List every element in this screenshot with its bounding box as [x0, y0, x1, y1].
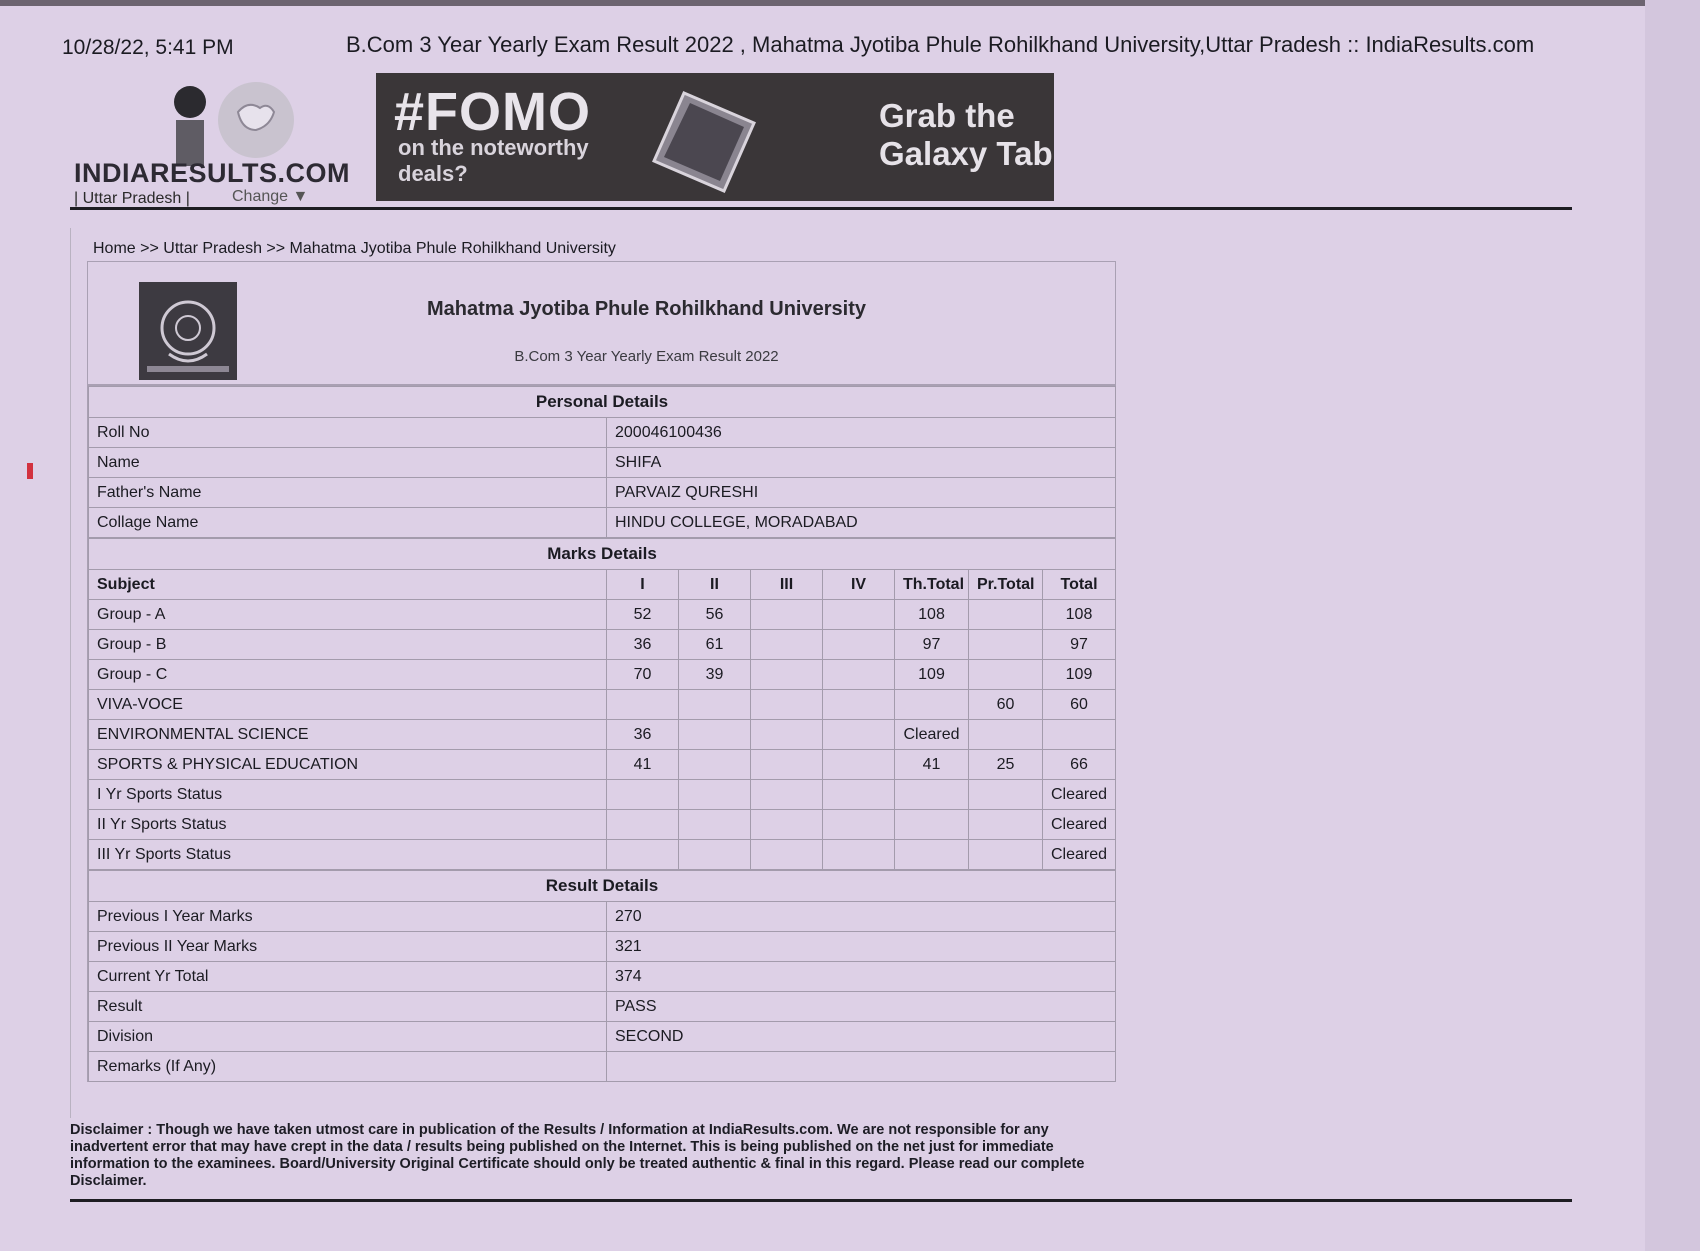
marks-cell: 61	[679, 630, 751, 660]
marks-cell	[823, 690, 895, 720]
marks-cell	[607, 810, 679, 840]
current-total-value: 374	[607, 962, 1116, 992]
marks-cell	[823, 780, 895, 810]
marks-cell	[607, 690, 679, 720]
marks-cell	[751, 660, 823, 690]
marks-cell	[969, 720, 1043, 750]
subject-cell: Group - B	[89, 630, 607, 660]
column-header: Total	[1043, 570, 1116, 600]
marks-cell	[969, 780, 1043, 810]
marks-cell	[895, 840, 969, 870]
marks-cell	[969, 660, 1043, 690]
marks-cell	[751, 810, 823, 840]
marks-cell	[607, 840, 679, 870]
marks-cell	[823, 600, 895, 630]
college-label: Collage Name	[89, 508, 607, 538]
table-row	[89, 992, 1116, 1022]
table-row	[89, 690, 1116, 720]
university-header	[88, 262, 1115, 386]
marks-cell	[679, 720, 751, 750]
column-header: I	[607, 570, 679, 600]
marks-cell	[751, 630, 823, 660]
roll-value: 200046100436	[607, 418, 1116, 448]
result-card	[87, 261, 1116, 1082]
subject-cell: II Yr Sports Status	[89, 810, 607, 840]
marks-cell	[751, 780, 823, 810]
marks-cell: 97	[1043, 630, 1116, 660]
marks-cell	[751, 720, 823, 750]
university-seal-icon	[139, 282, 237, 380]
marks-cell	[823, 810, 895, 840]
table-row	[89, 720, 1116, 750]
marks-cell: Cleared	[1043, 780, 1116, 810]
table-row	[89, 962, 1116, 992]
subject-cell: Group - A	[89, 600, 607, 630]
marks-cell: 97	[895, 630, 969, 660]
table-row	[89, 810, 1116, 840]
breadcrumb[interactable]: Home >> Uttar Pradesh >> Mahatma Jyotiba Phule Rohilkhand University	[93, 240, 616, 257]
column-header: IV	[823, 570, 895, 600]
marks-cell: 36	[607, 720, 679, 750]
marks-cell	[679, 810, 751, 840]
table-row	[89, 1022, 1116, 1052]
marks-cell: 39	[679, 660, 751, 690]
print-page-title: B.Com 3 Year Yearly Exam Result 2022 , Mahatma Jyotiba Phule Rohilkhand University,Uttar Pradesh :: IndiaResults.com	[346, 32, 1535, 57]
logo-text: INDIARESULTS.COM	[74, 158, 350, 188]
marks-cell: 108	[895, 600, 969, 630]
marks-cell	[679, 840, 751, 870]
marks-cell	[679, 780, 751, 810]
result-details-heading: Result Details	[89, 871, 1116, 902]
subject-cell: Group - C	[89, 660, 607, 690]
column-header: Pr.Total	[969, 570, 1043, 600]
marks-cell: 108	[1043, 600, 1116, 630]
marks-cell: 41	[607, 750, 679, 780]
marks-cell	[969, 600, 1043, 630]
remarks-value	[607, 1052, 1116, 1082]
personal-details-heading: Personal Details	[89, 387, 1116, 418]
marks-cell	[607, 780, 679, 810]
red-mark	[27, 463, 33, 479]
marks-cell	[679, 750, 751, 780]
subject-cell: I Yr Sports Status	[89, 780, 607, 810]
prev2-label: Previous II Year Marks	[89, 932, 607, 962]
college-value: HINDU COLLEGE, MORADABAD	[607, 508, 1116, 538]
marks-cell	[969, 810, 1043, 840]
marks-cell	[751, 690, 823, 720]
marks-cell: 70	[607, 660, 679, 690]
banner-cta: Grab the Galaxy Tab	[879, 97, 1053, 172]
marks-cell	[895, 780, 969, 810]
prev1-label: Previous I Year Marks	[89, 902, 607, 932]
marks-cell: 52	[607, 600, 679, 630]
exam-title: B.Com 3 Year Yearly Exam Result 2022	[514, 348, 779, 365]
marks-details-table	[88, 538, 1116, 870]
state-label: | Uttar Pradesh |	[74, 190, 190, 207]
marks-cell	[751, 840, 823, 870]
site-logo[interactable]	[74, 80, 350, 210]
marks-cell: 25	[969, 750, 1043, 780]
personal-details-table	[88, 386, 1116, 538]
table-row	[89, 902, 1116, 932]
table-row	[89, 932, 1116, 962]
banner-headline: #FOMO	[394, 82, 592, 142]
banner-subtext: on the noteworthy deals?	[398, 135, 589, 186]
prev2-value: 321	[607, 932, 1116, 962]
table-row	[89, 600, 1116, 630]
table-row	[89, 418, 1116, 448]
result-label: Result	[89, 992, 607, 1022]
result-value: PASS	[607, 992, 1116, 1022]
remarks-label: Remarks (If Any)	[89, 1052, 607, 1082]
tablet-icon	[644, 83, 764, 195]
table-row	[89, 1052, 1116, 1082]
column-header: II	[679, 570, 751, 600]
marks-cell: Cleared	[1043, 840, 1116, 870]
subject-cell: III Yr Sports Status	[89, 840, 607, 870]
marks-cell	[895, 810, 969, 840]
table-row	[89, 478, 1116, 508]
division-value: SECOND	[607, 1022, 1116, 1052]
table-row	[89, 660, 1116, 690]
subject-cell: SPORTS & PHYSICAL EDUCATION	[89, 750, 607, 780]
marks-cell	[823, 660, 895, 690]
header-rule	[70, 207, 1572, 210]
column-header: Subject	[89, 570, 607, 600]
marks-cell: 109	[895, 660, 969, 690]
table-row	[89, 630, 1116, 660]
marks-details-heading: Marks Details	[89, 539, 1116, 570]
footer-rule	[70, 1199, 1572, 1202]
column-header: Th.Total	[895, 570, 969, 600]
print-timestamp: 10/28/22, 5:41 PM	[62, 36, 234, 59]
marks-cell: 60	[969, 690, 1043, 720]
marks-body	[89, 600, 1116, 870]
marks-cell: 36	[607, 630, 679, 660]
table-row	[89, 750, 1116, 780]
table-row	[89, 508, 1116, 538]
logo-figure-icon	[164, 82, 304, 168]
subject-cell: VIVA-VOCE	[89, 690, 607, 720]
marks-cell	[823, 630, 895, 660]
prev1-value: 270	[607, 902, 1116, 932]
page-shadow	[1645, 0, 1700, 1251]
marks-cell: Cleared	[1043, 810, 1116, 840]
father-label: Father's Name	[89, 478, 607, 508]
marks-cell: 41	[895, 750, 969, 780]
marks-cell	[823, 720, 895, 750]
marks-cell	[1043, 720, 1116, 750]
marks-cell	[823, 840, 895, 870]
current-total-label: Current Yr Total	[89, 962, 607, 992]
column-header: III	[751, 570, 823, 600]
marks-cell: 109	[1043, 660, 1116, 690]
subject-cell: ENVIRONMENTAL SCIENCE	[89, 720, 607, 750]
marks-cell	[751, 750, 823, 780]
result-details-table	[88, 870, 1116, 1082]
ad-banner[interactable]	[376, 73, 1054, 201]
marks-cell: 56	[679, 600, 751, 630]
roll-label: Roll No	[89, 418, 607, 448]
marks-cell	[823, 750, 895, 780]
marks-cell	[895, 690, 969, 720]
name-value: SHIFA	[607, 448, 1116, 478]
table-row	[89, 840, 1116, 870]
marks-cell	[751, 600, 823, 630]
marks-cell	[969, 840, 1043, 870]
table-row	[89, 448, 1116, 478]
marks-cell: Cleared	[895, 720, 969, 750]
paper-edge	[0, 0, 1700, 6]
marks-cell	[679, 690, 751, 720]
marks-cell	[969, 630, 1043, 660]
division-label: Division	[89, 1022, 607, 1052]
marks-cell: 66	[1043, 750, 1116, 780]
change-state-link[interactable]: Change ▼	[232, 188, 309, 205]
marks-cell: 60	[1043, 690, 1116, 720]
disclaimer-text: Disclaimer : Though we have taken utmost care in publication of the Results / Information at IndiaResults.com. We are not responsible for any inadvertent error that may have crept in the data / results being published on the Internet. This is being published on the net just for immediate information to the examinees. Board/University Original Certificate should only be treated authentic & final in this regard. Please read our complete Disclaimer.	[70, 1122, 1085, 1189]
name-label: Name	[89, 448, 607, 478]
father-value: PARVAIZ QURESHI	[607, 478, 1116, 508]
table-row	[89, 780, 1116, 810]
university-name: Mahatma Jyotiba Phule Rohilkhand University	[427, 298, 866, 320]
marks-header-row	[89, 570, 1116, 600]
